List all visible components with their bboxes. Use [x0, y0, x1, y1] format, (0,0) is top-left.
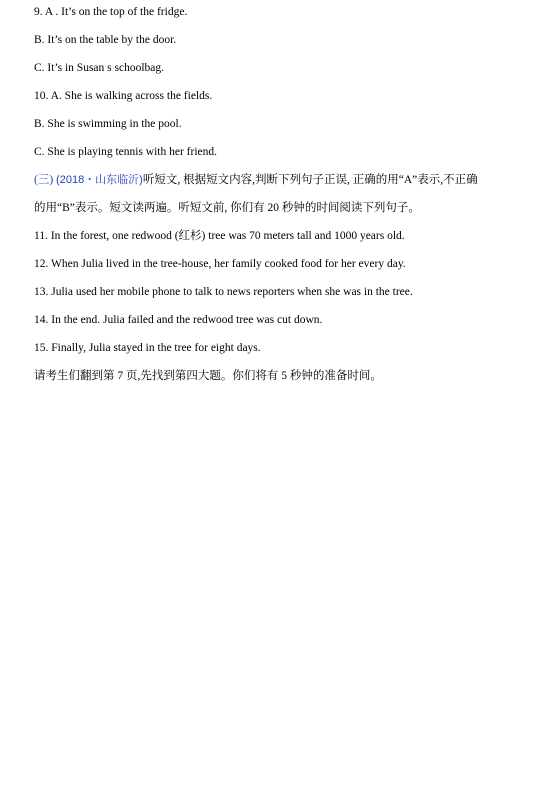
- option-10b: B. She is swimming in the pool.: [34, 118, 182, 130]
- question-15: 15. Finally, Julia stayed in the tree for eight days.: [34, 342, 261, 354]
- section-source: (2018・山东临沂): [56, 174, 143, 186]
- question-14: 14. In the end. Julia failed and the redwood tree was cut down.: [34, 314, 323, 326]
- closing-note: 请考生们翻到第 7 页,先找到第四大题。你们将有 5 秒钟的准备时间。: [34, 370, 382, 382]
- section-number: (三): [34, 174, 54, 186]
- instruction-line-1: 听短文, 根据短文内容,判断下列句子正误, 正确的用“A”表示,不正确: [142, 174, 478, 186]
- option-9b: B. It’s on the table by the door.: [34, 34, 177, 46]
- option-10c: C. She is playing tennis with her friend.: [34, 146, 218, 158]
- option-10a: 10. A. She is walking across the fields.: [34, 90, 213, 102]
- question-11: 11. In the forest, one redwood (红杉) tree was 70 meters tall and 1000 years old.: [34, 230, 405, 242]
- question-13: 13. Julia used her mobile phone to talk to news reporters when she was in the tree.: [34, 286, 413, 298]
- instruction-line-2: 的用“B”表示。短文读两遍。听短文前, 你们有 20 秒钟的时间阅读下列句子。: [34, 202, 420, 214]
- option-9a: 9. A . It’s on the top of the fridge.: [34, 6, 188, 18]
- section-3-instruction: [34, 173, 478, 187]
- question-12: 12. When Julia lived in the tree-house, her family cooked food for her every day.: [34, 258, 406, 270]
- option-9c: C. It’s in Susan s schoolbag.: [34, 62, 165, 74]
